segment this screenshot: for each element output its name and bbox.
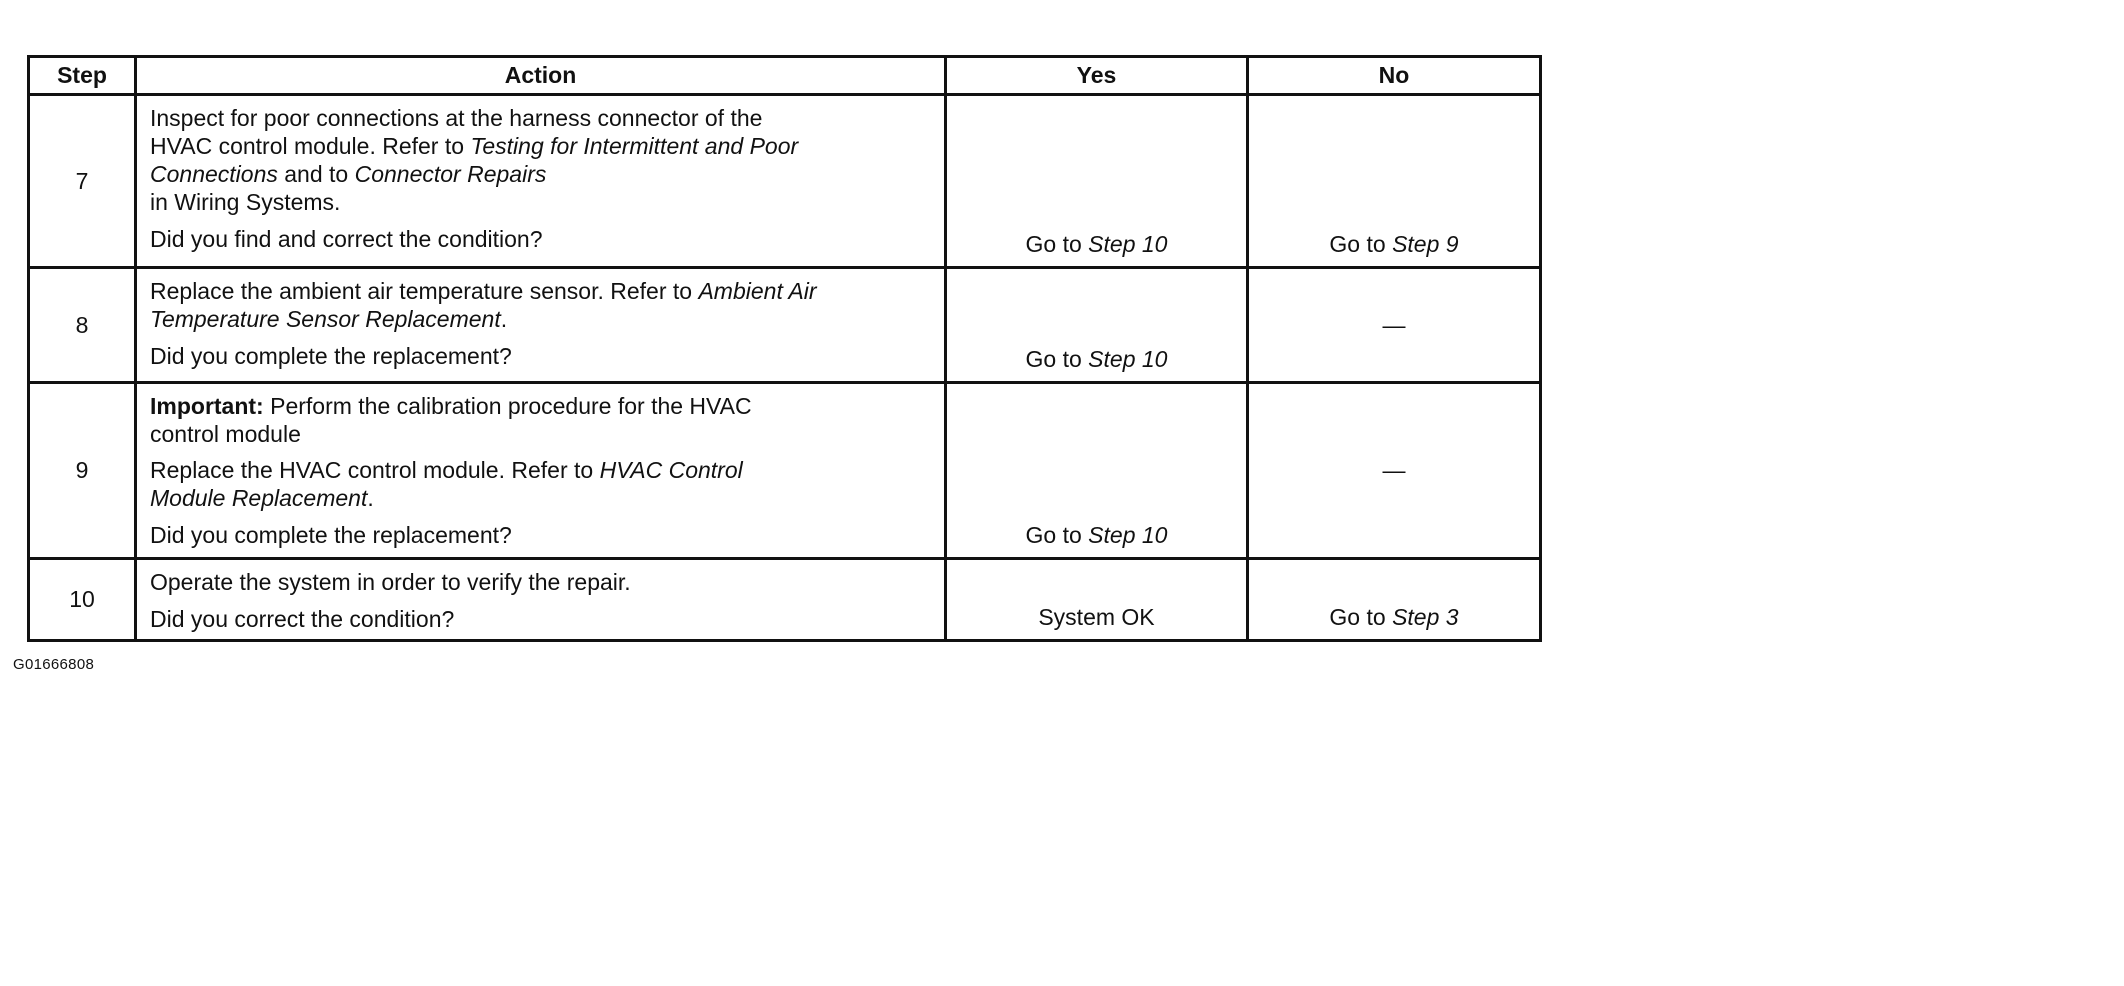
important-note xyxy=(150,392,934,448)
step-reference-link[interactable]: Step 10 xyxy=(1088,346,1168,372)
reference-link[interactable]: HVAC Control xyxy=(599,457,743,483)
instruction-line xyxy=(150,305,934,333)
header-yes: Yes xyxy=(946,57,1248,95)
diagnostic-table xyxy=(27,55,1542,642)
question-text: Did you complete the replacement? xyxy=(150,343,512,369)
instruction-line xyxy=(150,277,934,305)
yes-outcome xyxy=(946,268,1248,383)
question-text: Did you complete the replacement? xyxy=(150,522,512,548)
yes-outcome xyxy=(946,383,1248,559)
step-number: 8 xyxy=(29,268,136,383)
important-label: Important: xyxy=(150,393,264,419)
reference-link[interactable]: Connections xyxy=(150,161,278,187)
figure-code: G01666808 xyxy=(13,656,95,673)
instruction-line xyxy=(150,160,934,188)
instruction-line: in Wiring Systems. xyxy=(150,189,341,215)
no-outcome xyxy=(1248,383,1541,559)
table-row xyxy=(29,559,1541,641)
instruction-text xyxy=(150,568,934,596)
instruction-text xyxy=(150,104,934,216)
step-reference-link[interactable]: Step 9 xyxy=(1392,231,1459,257)
instruction-fragment: and to xyxy=(277,161,355,187)
instruction-line xyxy=(150,132,934,160)
header-no: No xyxy=(1248,57,1541,95)
instruction-line: Operate the system in order to verify the repair. xyxy=(150,569,631,595)
not-applicable-dash: — xyxy=(1382,457,1406,483)
step-number: 9 xyxy=(29,383,136,559)
question-text: Did you correct the condition? xyxy=(150,606,455,632)
step-number: 7 xyxy=(29,95,136,268)
instruction-fragment: . xyxy=(367,485,374,511)
outcome-prefix: Go to xyxy=(1025,522,1089,548)
header-action: Action xyxy=(136,57,946,95)
reference-link[interactable]: Module Replacement xyxy=(150,485,368,511)
instruction-line xyxy=(150,456,934,484)
header-step: Step xyxy=(29,57,136,95)
reference-link[interactable]: Testing for Intermittent and Poor xyxy=(470,133,799,159)
table-row xyxy=(29,383,1541,559)
reference-link[interactable]: Connector Repairs xyxy=(354,161,547,187)
instruction-fragment: . xyxy=(500,306,508,332)
not-applicable-dash: — xyxy=(1382,311,1406,338)
table-row xyxy=(29,268,1541,383)
reference-link[interactable]: Ambient Air xyxy=(698,278,817,304)
step-number: 10 xyxy=(29,559,136,641)
action-cell xyxy=(136,268,946,383)
instruction-line xyxy=(150,484,934,512)
important-text: Perform the calibration procedure for the HVAC xyxy=(263,393,752,419)
important-text: control module xyxy=(150,421,301,447)
instruction-fragment: Replace the ambient air temperature sensor. Refer to xyxy=(150,278,699,304)
step-reference-link[interactable]: Step 10 xyxy=(1088,231,1168,257)
header-row xyxy=(29,57,1541,95)
instruction-text xyxy=(150,277,934,333)
outcome-prefix: Go to xyxy=(1025,346,1089,372)
no-outcome xyxy=(1248,559,1541,641)
yes-outcome: System OK xyxy=(946,559,1248,641)
outcome-prefix: Go to xyxy=(1329,604,1393,630)
step-reference-link[interactable]: Step 3 xyxy=(1392,604,1459,630)
no-outcome xyxy=(1248,268,1541,383)
instruction-line xyxy=(150,392,934,420)
instruction-line: Inspect for poor connections at the harness connector of the xyxy=(150,105,763,131)
outcome-prefix: Go to xyxy=(1329,231,1393,257)
action-cell xyxy=(136,383,946,559)
action-cell xyxy=(136,559,946,641)
no-outcome xyxy=(1248,95,1541,268)
outcome-prefix: Go to xyxy=(1025,231,1089,257)
action-cell xyxy=(136,95,946,268)
table-row xyxy=(29,95,1541,268)
yes-outcome xyxy=(946,95,1248,268)
step-reference-link[interactable]: Step 10 xyxy=(1088,522,1168,548)
instruction-text xyxy=(150,456,934,512)
question-text: Did you find and correct the condition? xyxy=(150,226,543,252)
instruction-fragment: HVAC control module. Refer to xyxy=(150,133,471,159)
instruction-fragment: Replace the HVAC control module. Refer to xyxy=(150,457,600,483)
reference-link[interactable]: Temperature Sensor Replacement xyxy=(150,306,501,332)
